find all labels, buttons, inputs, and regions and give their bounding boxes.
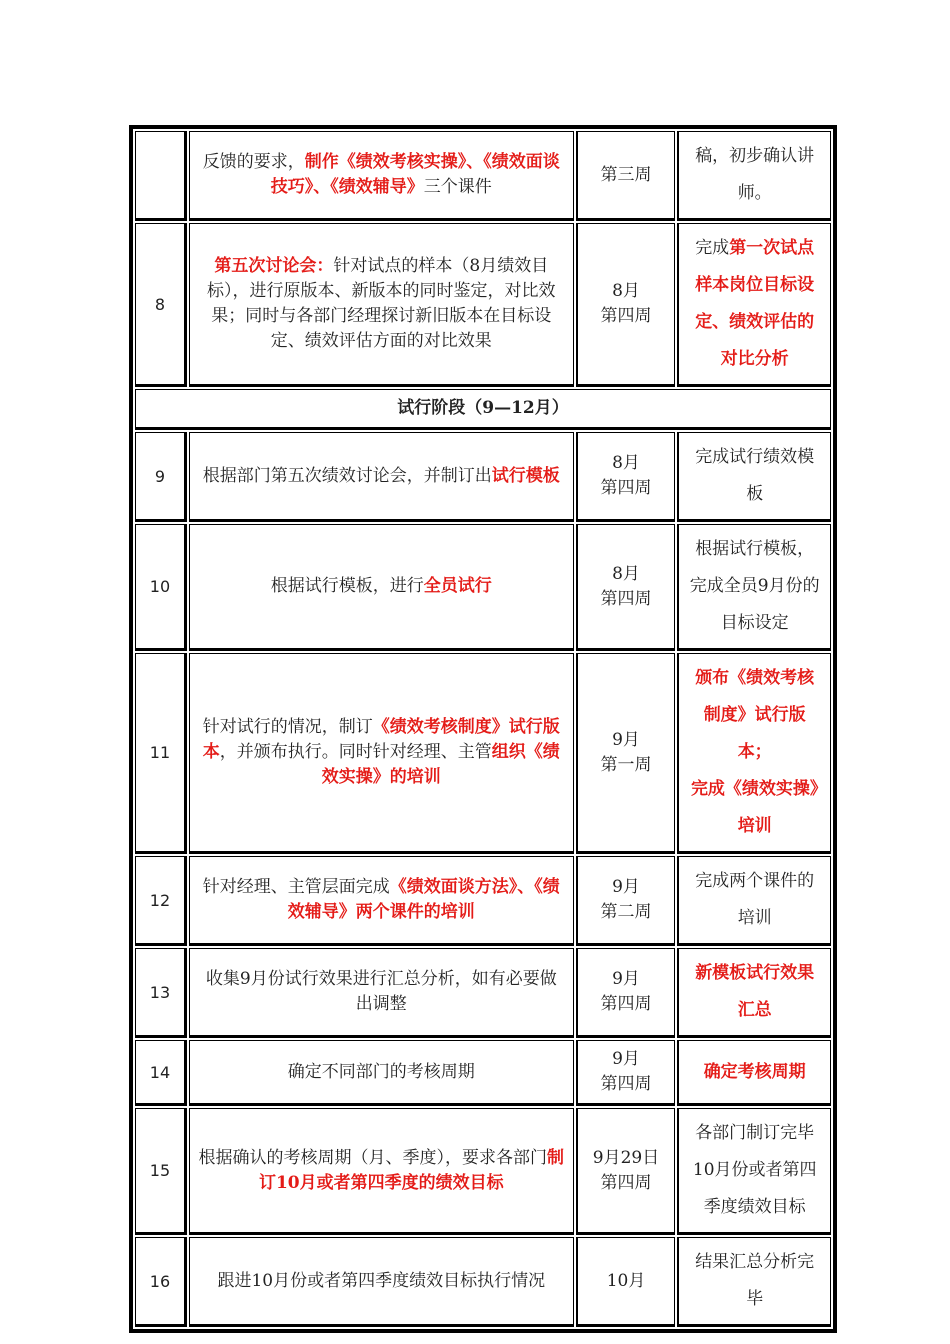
time-line: 8月 [612, 453, 640, 473]
row-number: 9 [135, 432, 187, 522]
schedule-time [576, 131, 676, 221]
text-segment: 完成 [695, 238, 730, 258]
time-line: 9月 [612, 877, 640, 897]
schedule-time [576, 653, 676, 854]
time-line: 第四周 [600, 1172, 652, 1193]
table-row [135, 1040, 831, 1106]
table-row [135, 948, 831, 1038]
expected-result [677, 653, 831, 854]
table-row [135, 223, 831, 387]
highlighted-text: 《绩效考核制度》试行版本 [202, 717, 560, 762]
expected-result [677, 131, 831, 221]
task-description [189, 131, 574, 221]
text-segment: 反馈的要求， [202, 152, 305, 172]
time-line: 第四周 [600, 588, 652, 609]
highlighted-text: 第五次讨论会： [214, 256, 334, 276]
time-line: 9月 [612, 729, 640, 750]
text-segment: 完成两个课件的培训 [695, 871, 815, 928]
text-segment: 跟进10月份或者第四季度绩效目标执行情况 [217, 1270, 546, 1291]
table-row [135, 653, 831, 854]
time-line: 8月 [612, 563, 640, 584]
text-segment: 根据试行模板，完成全员9月份的目标设定 [689, 539, 820, 633]
row-number: 14 [135, 1040, 187, 1106]
task-description [189, 1040, 574, 1106]
text-segment: 针对试点的样本（8月绩效目标），进行原版本、新版本的同时鉴定，对比效果；同时与各部门经理探讨新旧版本在目标设定、绩效评估方面的对比效果 [207, 256, 556, 351]
expected-result [677, 1040, 831, 1106]
text-segment: 根据确认的考核周期（月、季度），要求各部门 [198, 1147, 548, 1168]
schedule-time [576, 432, 676, 522]
time-line: 第一周 [600, 754, 652, 775]
schedule-time [576, 1237, 676, 1327]
work-plan-table [129, 125, 837, 1333]
task-description [189, 432, 574, 522]
row-number: 11 [135, 653, 187, 854]
schedule-time [576, 948, 676, 1038]
time-line: 第四周 [600, 478, 652, 498]
text-segment: 针对试行的情况，制订 [202, 717, 373, 737]
highlighted-text: 全员试行 [423, 576, 492, 596]
phase-header-row [135, 389, 831, 430]
text-segment: 针对经理、主管层面完成 [202, 877, 390, 897]
text-segment: 根据试行模板，进行 [270, 576, 424, 596]
text-segment: 各部门制订完毕10月份或者第四季度绩效目标 [692, 1123, 817, 1217]
text-segment: 根据部门第五次绩效讨论会，并制订出 [202, 465, 492, 486]
time-line: 第四周 [600, 306, 652, 326]
task-description [189, 524, 574, 651]
highlighted-text: 制订10月或者第四季度的绩效目标 [258, 1147, 565, 1193]
schedule-time [576, 1108, 676, 1235]
time-line: 9月29日 [592, 1147, 660, 1168]
phase-title: 试行阶段（9—12月） [135, 389, 831, 430]
table-row [135, 131, 831, 221]
task-description [189, 948, 574, 1038]
highlighted-text: 完成《绩效实操》培训 [690, 779, 819, 836]
time-line: 10月 [606, 1270, 646, 1291]
schedule-time [576, 1040, 676, 1106]
row-number: 13 [135, 948, 187, 1038]
highlighted-text: 制作《绩效考核实操》、《绩效面谈技巧》、《绩效辅导》 [270, 152, 560, 197]
time-line: 9月 [612, 969, 640, 989]
table-row [135, 1108, 831, 1235]
time-line: 9月 [612, 1049, 640, 1069]
expected-result [677, 856, 831, 946]
highlighted-text: 确定考核周期 [703, 1061, 806, 1082]
expected-result [677, 1237, 831, 1327]
expected-result [677, 432, 831, 522]
highlighted-text: 组织《绩效实操》的培训 [321, 742, 560, 787]
row-number: 12 [135, 856, 187, 946]
schedule-time [576, 856, 676, 946]
schedule-time [576, 524, 676, 651]
row-number [135, 131, 187, 221]
time-line: 第二周 [600, 902, 652, 922]
table-row [135, 432, 831, 522]
text-segment: 结果汇总分析完毕 [695, 1252, 815, 1309]
highlighted-text: 颁布《绩效考核制度》试行版本； [695, 668, 815, 762]
text-segment: 完成试行绩效模板 [695, 447, 815, 504]
task-description [189, 1237, 574, 1327]
table-row [135, 856, 831, 946]
highlighted-text: 《绩效面谈方法》、《绩效辅导》两个课件的培训 [287, 877, 560, 922]
text-segment: 确定不同部门的考核周期 [287, 1061, 475, 1082]
row-number: 15 [135, 1108, 187, 1235]
task-description [189, 223, 574, 387]
highlighted-text: 新模板试行效果汇总 [695, 963, 815, 1020]
text-segment: ，并颁布执行。同时针对经理、主管 [219, 742, 492, 762]
time-line: 8月 [612, 281, 640, 301]
schedule-time [576, 223, 676, 387]
task-description [189, 1108, 574, 1235]
table-row [135, 1237, 831, 1327]
time-line: 第三周 [600, 164, 652, 185]
row-number: 10 [135, 524, 187, 651]
expected-result [677, 1108, 831, 1235]
time-line: 第四周 [600, 1074, 652, 1094]
highlighted-text: 试行模板 [491, 465, 560, 486]
expected-result [677, 948, 831, 1038]
highlighted-text: 第一次试点样本岗位目标设定、绩效评估的对比分析 [695, 238, 815, 369]
task-description [189, 856, 574, 946]
table-row [135, 524, 831, 651]
row-number: 16 [135, 1237, 187, 1327]
task-description [189, 653, 574, 854]
text-segment: 收集9月份试行效果进行汇总分析，如有必要做出调整 [205, 969, 557, 1014]
expected-result [677, 524, 831, 651]
time-line: 第四周 [600, 994, 652, 1014]
text-segment: 三个课件 [423, 177, 492, 197]
text-segment: 稿，初步确认讲师。 [695, 146, 815, 203]
row-number: 8 [135, 223, 187, 387]
expected-result [677, 223, 831, 387]
